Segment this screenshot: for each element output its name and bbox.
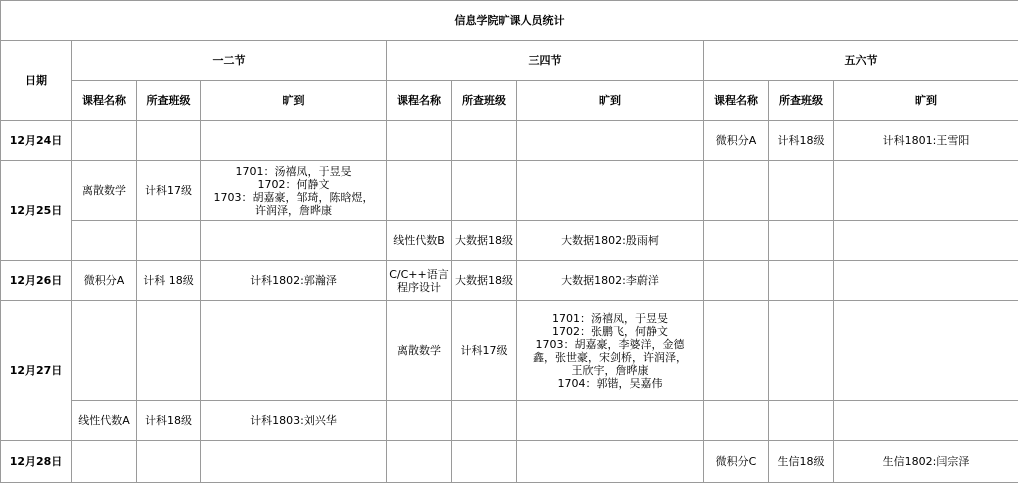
class-cell: 生信18级 [769, 441, 834, 483]
class-cell [137, 441, 201, 483]
course-cell [704, 161, 769, 221]
table-row [1, 221, 1019, 261]
absent-cell [834, 221, 1019, 261]
absent-line: 1701：汤禧凤，于昱旻 [235, 164, 352, 178]
date-cell: 12月26日 [1, 261, 72, 301]
course-cell: 微积分C [704, 441, 769, 483]
absent-cell [834, 401, 1019, 441]
course-header: 课程名称 [704, 81, 769, 121]
class-cell: 大数据18级 [452, 221, 517, 261]
absent-line: 许润泽，詹晔康 [255, 203, 332, 217]
absent-cell [201, 301, 387, 401]
absent-line: 1703：胡嘉豪，李婆洋，金德 [535, 337, 685, 351]
page-margin [1018, 0, 1024, 485]
table-row [1, 161, 1019, 221]
absent-cell [517, 301, 704, 401]
course-cell [704, 401, 769, 441]
absent-line: 1703：胡嘉豪，邹琦，陈晗煜， [213, 190, 374, 204]
absent-cell [201, 441, 387, 483]
course-header: 课程名称 [387, 81, 452, 121]
course-cell [387, 441, 452, 483]
course-cell [704, 261, 769, 301]
table-row [1, 401, 1019, 441]
period-3-header: 五六节 [704, 41, 1019, 81]
title-row [1, 1, 1019, 41]
class-cell: 大数据18级 [452, 261, 517, 301]
absent-cell: 大数据1802:李蔚洋 [517, 261, 704, 301]
absent-cell: 生信1802:闫宗泽 [834, 441, 1019, 483]
absent-line: 1701：汤禧凤，于昱旻 [552, 311, 668, 325]
class-cell [769, 301, 834, 401]
absent-cell: 大数据1802:殷雨柯 [517, 221, 704, 261]
class-cell [769, 161, 834, 221]
course-cell [387, 161, 452, 221]
absent-line: 1702：张鹏飞，何静文 [552, 324, 668, 338]
course-cell [387, 121, 452, 161]
absent-cell [201, 121, 387, 161]
absent-line: 1704：郭锴，吴嘉伟 [557, 376, 663, 390]
date-cell: 12月28日 [1, 441, 72, 483]
class-cell [769, 261, 834, 301]
class-header: 所查班级 [769, 81, 834, 121]
course-cell [72, 301, 137, 401]
course-cell: 微积分A [72, 261, 137, 301]
class-header: 所查班级 [137, 81, 201, 121]
date-header: 日期 [1, 41, 72, 121]
period-2-header: 三四节 [387, 41, 704, 81]
absent-line: 王欣宇，詹晔康 [571, 363, 649, 377]
course-cell: 线性代数A [72, 401, 137, 441]
class-cell: 计科17级 [137, 161, 201, 221]
absent-cell [834, 161, 1019, 221]
course-cell: C/C++语言程序设计 [387, 261, 452, 301]
course-header: 课程名称 [72, 81, 137, 121]
table-row [1, 261, 1019, 301]
course-cell [72, 221, 137, 261]
absent-cell: 计科1801:王雪阳 [834, 121, 1019, 161]
course-cell [72, 441, 137, 483]
date-cell: 12月24日 [1, 121, 72, 161]
class-cell [137, 121, 201, 161]
absent-line: 鑫，张世豪，宋剑桥，许润泽， [533, 350, 687, 364]
class-cell [137, 221, 201, 261]
table-row [1, 121, 1019, 161]
absent-cell [517, 121, 704, 161]
class-cell: 计科 18级 [137, 261, 201, 301]
class-cell [452, 401, 517, 441]
column-header-row [1, 81, 1019, 121]
date-cell: 12月27日 [1, 301, 72, 441]
class-cell [452, 441, 517, 483]
course-cell [704, 221, 769, 261]
course-cell: 线性代数B [387, 221, 452, 261]
course-cell [387, 401, 452, 441]
absent-cell [834, 261, 1019, 301]
class-cell: 计科18级 [137, 401, 201, 441]
absent-cell [201, 221, 387, 261]
absent-cell [517, 441, 704, 483]
period-header-row [1, 41, 1019, 81]
class-cell [452, 121, 517, 161]
absent-cell [201, 161, 387, 221]
course-cell [704, 301, 769, 401]
class-cell [452, 161, 517, 221]
absent-header: 旷到 [201, 81, 387, 121]
class-cell [769, 221, 834, 261]
absent-cell [834, 301, 1019, 401]
absent-cell [517, 401, 704, 441]
period-1-header: 一二节 [72, 41, 387, 81]
table-row [1, 441, 1019, 483]
course-cell: 微积分A [704, 121, 769, 161]
course-cell [72, 121, 137, 161]
absent-line: 1702：何静文 [257, 177, 330, 191]
class-cell: 计科18级 [769, 121, 834, 161]
absent-header: 旷到 [517, 81, 704, 121]
absent-header: 旷到 [834, 81, 1019, 121]
absent-cell: 计科1802:郭瀚泽 [201, 261, 387, 301]
class-cell [137, 301, 201, 401]
absent-cell [517, 161, 704, 221]
course-cell: 离散数学 [387, 301, 452, 401]
class-cell: 计科17级 [452, 301, 517, 401]
date-cell: 12月25日 [1, 161, 72, 261]
table-title: 信息学院旷课人员统计 [1, 1, 1019, 41]
absent-cell: 计科1803:刘兴华 [201, 401, 387, 441]
class-cell [769, 401, 834, 441]
class-header: 所查班级 [452, 81, 517, 121]
course-cell: 离散数学 [72, 161, 137, 221]
table-row [1, 301, 1019, 401]
